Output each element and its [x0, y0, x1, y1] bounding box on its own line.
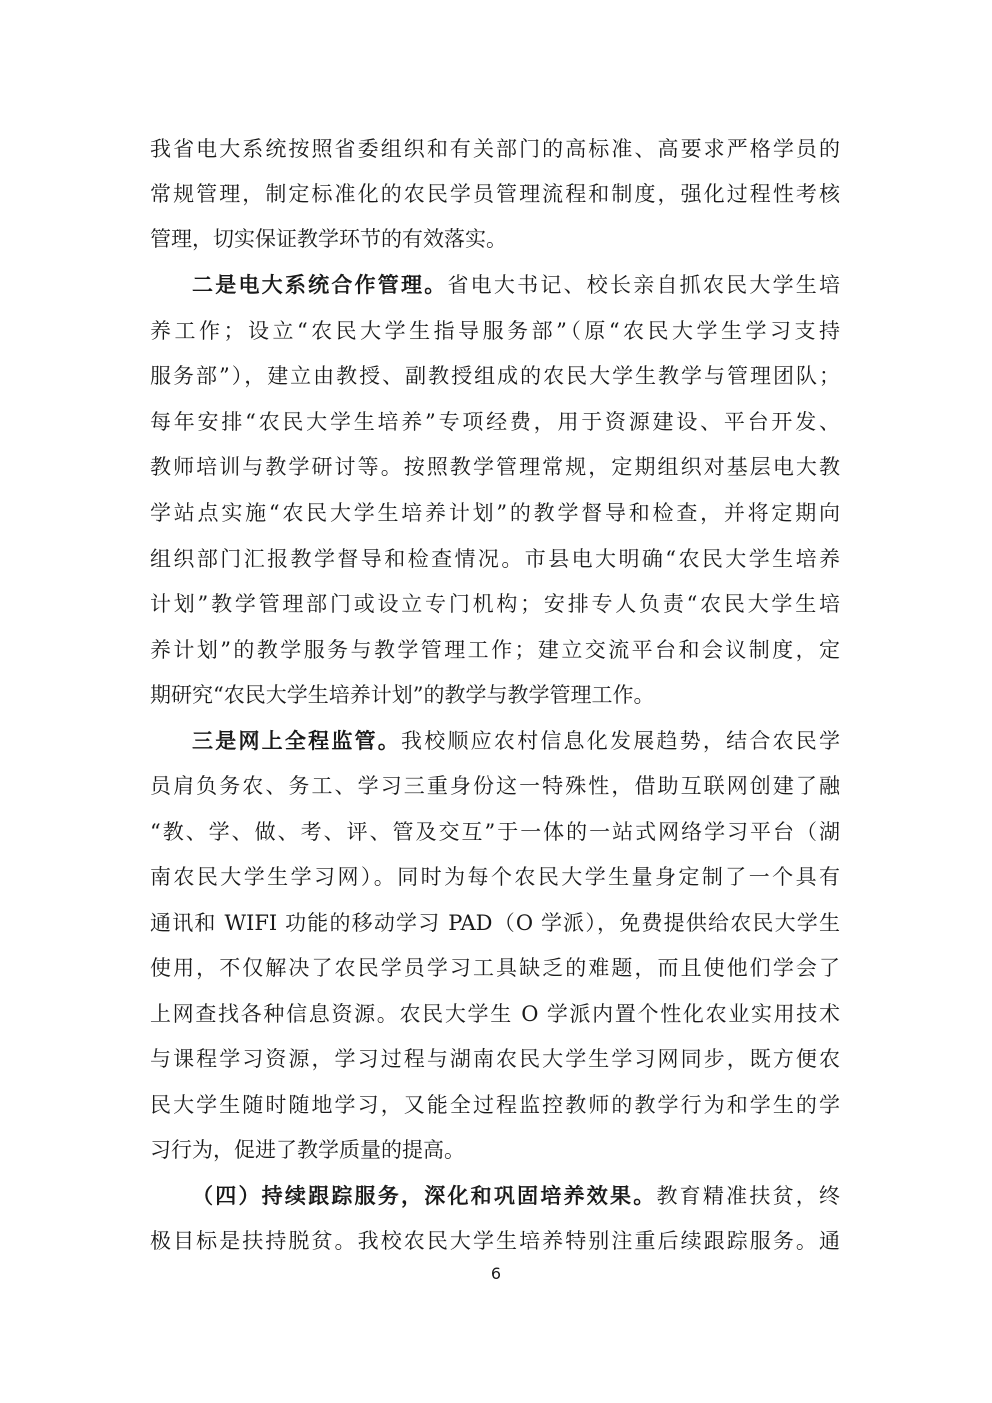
paragraph-line [192, 1177, 840, 1215]
paragraph-line: 管理，切实保证教学环节的有效落实。 [150, 227, 507, 251]
paragraph-line: 南农民大学生学习网）。同时为每个农民大学生量身定制了一个具有 [150, 865, 840, 889]
paragraph-line: 学站点实施“农民大学生培养计划”的教学督导和检查，并将定期向 [150, 501, 840, 525]
paragraph-line: 通讯和 WIFI 功能的移动学习 PAD（O 学派），免费提供给农民大学生 [150, 911, 840, 935]
page-number: 6 [490, 1264, 502, 1283]
paragraph-line: 服务部”），建立由教授、副教授组成的农民大学生教学与管理团队； [150, 364, 840, 388]
paragraph-line: 养计划”的教学服务与教学管理工作；建立交流平台和会议制度，定 [150, 638, 840, 662]
paragraph-line: 每年安排“农民大学生培养”专项经费，用于资源建设、平台开发、 [150, 410, 840, 434]
paragraph-line: 与课程学习资源，学习过程与湖南农民大学生学习网同步，既方便农 [150, 1047, 840, 1071]
paragraph-text: 我校顺应农村信息化发展趋势，结合农民学 [401, 729, 840, 753]
paragraph-line: 习行为，促进了教学质量的提高。 [150, 1138, 465, 1162]
paragraph-line: “教、学、做、考、评、管及交互”于一体的一站式网络学习平台（湖 [150, 820, 840, 844]
paragraph-line: 员肩负务农、务工、学习三重身份这一特殊性，借助互联网创建了融 [150, 774, 840, 798]
paragraph-text: 教育精准扶贫，终 [656, 1184, 840, 1208]
section-lead: 二是电大系统合作管理。 [192, 272, 448, 297]
paragraph-line: 极目标是扶持脱贫。我校农民大学生培养特别注重后续跟踪服务。通 [150, 1229, 840, 1253]
paragraph-line: 常规管理，制定标准化的农民学员管理流程和制度，强化过程性考核 [150, 182, 840, 206]
paragraph-text: 省电大书记、校长亲自抓农民大学生培 [447, 273, 840, 297]
paragraph-line: 教师培训与教学研讨等。按照教学管理常规，定期组织对基层电大教 [150, 455, 840, 479]
section-lead: （四）持续跟踪服务，深化和巩固培养效果。 [192, 1183, 657, 1208]
paragraph-line: 组织部门汇报教学督导和检查情况。市县电大明确“农民大学生培养 [150, 547, 840, 571]
paragraph-line: 我省电大系统按照省委组织和有关部门的高标准、高要求严格学员的 [150, 137, 840, 161]
paragraph-line: 民大学生随时随地学习，又能全过程监控教师的教学行为和学生的学 [150, 1093, 840, 1117]
paragraph-line: 使用，不仅解决了农民学员学习工具缺乏的难题，而且使他们学会了 [150, 956, 840, 980]
paragraph-line [192, 722, 840, 760]
section-lead: 三是网上全程监管。 [192, 728, 401, 753]
paragraph-line: 计划”教学管理部门或设立专门机构；安排专人负责“农民大学生培 [150, 592, 840, 616]
paragraph-line: 养工作；设立“农民大学生指导服务部”（原“农民大学生学习支持 [150, 319, 840, 343]
paragraph-line [192, 266, 840, 304]
paragraph-line: 期研究“农民大学生培养计划”的教学与教学管理工作。 [150, 683, 655, 707]
paragraph-line: 上网查找各种信息资源。农民大学生 O 学派内置个性化农业实用技术 [150, 1002, 840, 1026]
